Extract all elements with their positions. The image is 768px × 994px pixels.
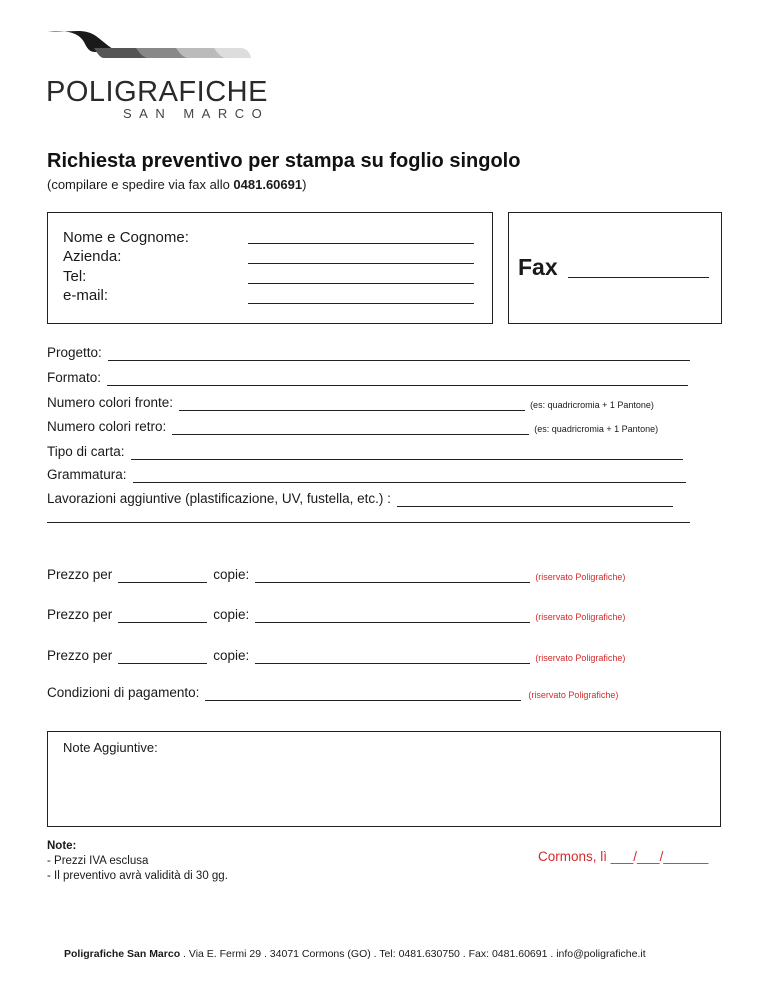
row-colori-fronte: Numero colori fronte: (es: quadricromia + 1 Pantone) — [47, 395, 654, 410]
fax-box — [508, 212, 722, 324]
note-item: - Il preventivo avrà validità di 30 gg. — [47, 870, 228, 882]
contact-label-tel: Tel: — [63, 268, 87, 285]
row-prezzo-2: Prezzo per copie: (riservato Poligrafiche) — [47, 607, 626, 622]
fill-tipo-carta[interactable] — [131, 445, 683, 460]
notes-box[interactable] — [47, 731, 721, 827]
fill-qty-1[interactable] — [118, 568, 207, 583]
contact-label-company: Azienda: — [63, 248, 122, 265]
fill-grammatura[interactable] — [133, 468, 686, 483]
footer-details: . Via E. Fermi 29 . 34071 Cormons (GO) . Tel: 0481.630750 . Fax: 0481.60691 . info@poligrafiche.it — [180, 948, 646, 960]
fill-qty-2[interactable] — [118, 608, 207, 623]
row-progetto: Progetto: — [47, 341, 690, 361]
fill-lavorazioni[interactable] — [397, 492, 673, 507]
page-subtitle: (compilare e spedire via fax allo 0481.60691) — [47, 177, 307, 192]
fill-prezzo-2[interactable] — [255, 608, 530, 623]
fax-label: Fax — [518, 254, 558, 280]
fax-line[interactable] — [568, 277, 709, 278]
subtitle-fax-number: 0481.60691 — [233, 177, 303, 192]
row-lavorazioni: Lavorazioni aggiuntive (plastificazione, UV, fustella, etc.) : — [47, 487, 673, 507]
notes-heading: Note: — [47, 840, 77, 852]
page-title: Richiesta preventivo per stampa su foglio singolo — [47, 150, 521, 172]
row-pagamento: Condizioni di pagamento: (riservato Poligrafiche) — [47, 685, 619, 700]
notes-box-label: Note Aggiuntive: — [63, 740, 158, 755]
fill-pagamento[interactable] — [205, 686, 521, 701]
fill-prezzo-1[interactable] — [255, 568, 530, 583]
date-line: Cormons, lì ___/___/______ — [538, 849, 709, 864]
logo-mark — [44, 28, 254, 78]
fill-progetto[interactable] — [108, 346, 690, 361]
logo-sub-text: SAN MARCO — [123, 106, 270, 121]
contact-line-tel[interactable] — [248, 283, 474, 284]
contact-label-email: e-mail: — [63, 287, 109, 304]
fill-colori-retro[interactable] — [172, 420, 529, 435]
contact-label-name: Nome e Cognome: — [63, 229, 189, 246]
fill-formato[interactable] — [107, 371, 688, 386]
note-item: - Prezzi IVA esclusa — [47, 855, 149, 867]
footer-company: Poligrafiche San Marco — [64, 948, 181, 960]
logo-brand-text: POLIGRAFICHE — [46, 76, 268, 108]
row-formato: Formato: — [47, 366, 688, 386]
contact-line-company[interactable] — [248, 263, 474, 264]
fill-prezzo-3[interactable] — [255, 649, 530, 664]
contact-line-email[interactable] — [248, 303, 474, 304]
contact-box — [47, 212, 493, 324]
row-tipo-carta: Tipo di carta: — [47, 440, 683, 460]
row-prezzo-3: Prezzo per copie: (riservato Poligrafiche) — [47, 648, 626, 663]
row-grammatura: Grammatura: — [47, 463, 686, 483]
row-colori-retro: Numero colori retro: (es: quadricromia + 1 Pantone) — [47, 419, 659, 434]
row-prezzo-1: Prezzo per copie: (riservato Poligrafiche) — [47, 567, 626, 582]
fill-lavorazioni-cont[interactable] — [47, 522, 690, 523]
footer — [64, 948, 646, 960]
contact-line-name[interactable] — [248, 243, 474, 244]
fill-qty-3[interactable] — [118, 649, 207, 664]
fill-colori-fronte[interactable] — [179, 396, 525, 411]
